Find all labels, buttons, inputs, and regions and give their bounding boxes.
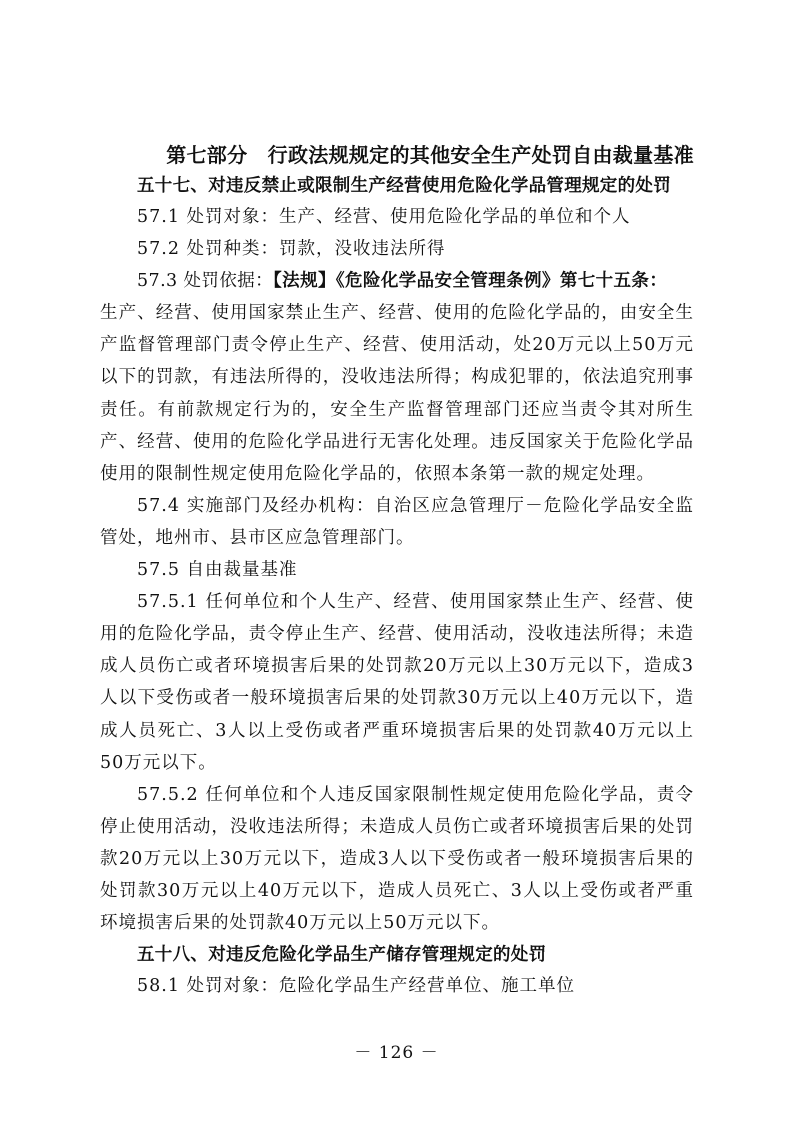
document-page (100, 140, 694, 1002)
basis-source: 【法规】《危险化学品安全管理条例》第七十五条： (273, 271, 668, 292)
section-heading-58: 五十八、对违反危险化学品生产储存管理规定的处罚 (137, 945, 547, 966)
section-heading-57: 五十七、对违反禁止或限制生产经营使用危险化学品管理规定的处罚 (137, 176, 671, 196)
penalty-object-57-1: 57.1 处罚对象：生产、经营、使用危险化学品的单位和个人 (137, 207, 631, 227)
page-number: － 126 － (354, 1043, 439, 1063)
benchmark-title-57-5: 57.5 自由裁量基准 (137, 560, 298, 581)
basis-text: 生产、经营、使用国家禁止生产、经营、使用的危险化学品的，由安全生产监督管理部门责令停止生产、经营、使用活动，处20万元以上50万元以下的罚款，有违法所得的，没收违法所得；构成犯罪的，依法追究刑事责任。有前款规定行为的，安全生产监督管理部门还应当责令其对所生产、经营、使用的危险化学品进行无害化处理。违反国家关于危险化学品使用的限制性规定使用危险化学品的，依照本条第一款的规定处理。 (100, 303, 694, 484)
penalty-basis-57-3 (100, 265, 694, 297)
benchmark-57-5-2: 57.5.2 任何单位和个人违反国家限制性规定使用危险化学品，责令停止使用活动，没收违法所得；未造成人员伤亡或者环境损害后果的处罚款20万元以上30万元以下，造成3人以下受伤或者一般环境损害后果的处罚款30万元以上40万元以下，造成人员死亡、3人以上受伤或者严重环境损害后果的处罚款40万元以上50万元以下。 (100, 784, 694, 934)
benchmark-57-5-1: 57.5.1 任何单位和个人生产、经营、使用国家禁止生产、经营、使用的危险化学品，责令停止生产、经营、使用活动，没收违法所得；未造成人员伤亡或者环境损害后果的处罚款20万元以上30万元以下，造成3人以下受伤或者一般环境损害后果的处罚款30万元以上40万元以下，造成人员死亡、3人以上受伤或者严重环境损害后果的处罚款40万元以上50万元以下。 (100, 592, 694, 773)
part-title: 第七部分 行政法规规定的其他安全生产处罚自由裁量基准 (166, 143, 694, 167)
basis-label: 57.3 处罚依据： (137, 271, 274, 292)
agency-57-4: 57.4 实施部门及经办机构：自治区应急管理厅－危险化学品安全监管处，地州市、县市区应急管理部门。 (100, 495, 694, 548)
penalty-object-58-1: 58.1 处罚对象：危险化学品生产经营单位、施工单位 (137, 976, 576, 997)
penalty-type-57-2: 57.2 处罚种类：罚款，没收违法所得 (137, 239, 446, 260)
